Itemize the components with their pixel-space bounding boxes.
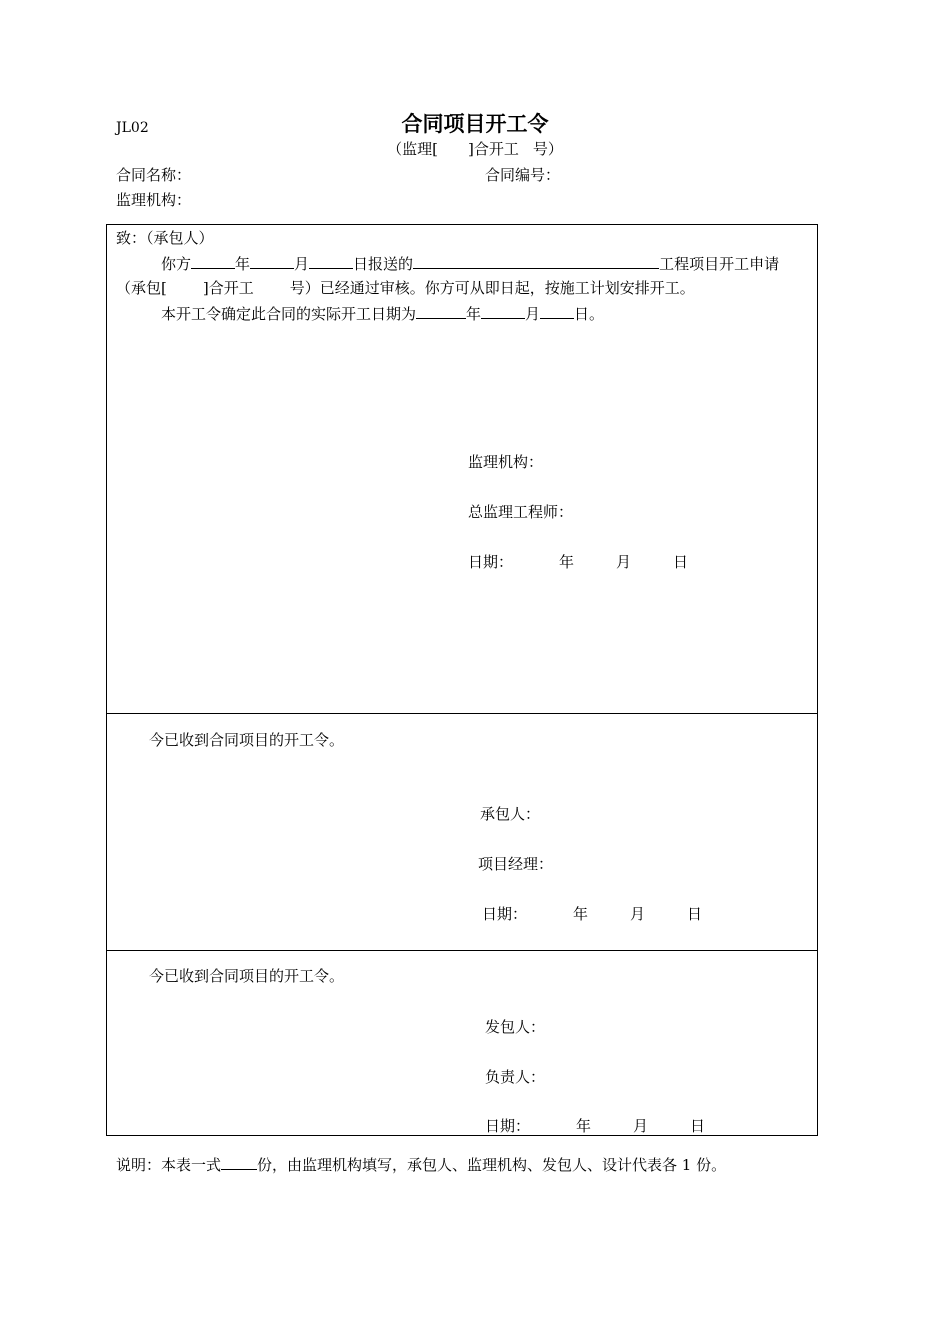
subtitle-open: （监理[: [387, 140, 438, 158]
contract-name-label: 合同名称：: [116, 166, 192, 184]
blank-project-name[interactable]: [413, 253, 659, 269]
date-month: 月: [616, 553, 632, 571]
application-line: [161, 253, 779, 274]
blank-year[interactable]: [191, 253, 235, 269]
form-code: JL02: [116, 120, 149, 136]
date-year: 年: [559, 553, 575, 571]
footer-suffix: 份，由监理机构填写，承包人、监理机构、发包人、设计代表各 1 份。: [257, 1156, 727, 1174]
date-day: 日: [687, 905, 703, 923]
received-text-employer: 今已收到合同项目的开工令。: [149, 967, 345, 985]
blank-copies[interactable]: [221, 1154, 257, 1170]
page-title: 合同项目开工令: [401, 111, 549, 136]
blank-day[interactable]: [309, 253, 353, 269]
text-month: 月: [294, 255, 310, 273]
date-year: 年: [576, 1117, 592, 1135]
date-month: 月: [633, 1117, 649, 1135]
date-day: 日: [673, 553, 689, 571]
approval-line: [116, 278, 695, 298]
sign-date-1: [468, 552, 688, 572]
start-date-line: [161, 303, 604, 324]
text-start-month: 月: [525, 305, 541, 323]
date-month: 月: [630, 905, 646, 923]
blank-start-year[interactable]: [416, 303, 466, 319]
sign-date-2: [482, 904, 702, 924]
sign-responsible-person: 负责人：: [485, 1068, 546, 1086]
date-year: 年: [573, 905, 589, 923]
text-contract-mid: ]合开工: [202, 279, 254, 297]
section-divider: [107, 950, 817, 951]
form-table: [106, 224, 818, 1136]
sign-project-manager: 项目经理：: [478, 855, 554, 873]
text-application-tail: 工程项目开工申请: [659, 255, 780, 273]
sign-date-3: [485, 1116, 705, 1136]
text-approval: 号）已经通过审核。你方可从即日起，按施工计划安排开工。: [289, 279, 695, 297]
sign-chief-engineer: 总监理工程师：: [468, 503, 574, 521]
text-start-year: 年: [466, 305, 482, 323]
blank-start-month[interactable]: [481, 303, 525, 319]
date-label: 日期：: [468, 553, 514, 571]
received-text-contractor: 今已收到合同项目的开工令。: [149, 731, 345, 749]
recipient-label: 致：（承包人）: [116, 229, 214, 247]
text-contract-open: （承包[: [116, 279, 167, 297]
section-divider: [107, 713, 817, 714]
date-label: 日期：: [485, 1117, 531, 1135]
footer-prefix: 说明：本表一式: [116, 1156, 222, 1174]
date-day: 日: [690, 1117, 706, 1135]
contract-number-label: 合同编号：: [485, 166, 561, 184]
sign-contractor: 承包人：: [480, 805, 541, 823]
blank-month[interactable]: [250, 253, 294, 269]
sign-employer: 发包人：: [485, 1018, 546, 1036]
text-you: 你方: [161, 255, 192, 273]
text-start-date: 本开工令确定此合同的实际开工日期为: [161, 305, 417, 323]
subtitle-mid: ]合开工: [467, 140, 519, 158]
text-year: 年: [235, 255, 251, 273]
footer-note: [116, 1154, 726, 1175]
blank-start-day[interactable]: [540, 303, 574, 319]
subtitle-close: 号）: [532, 140, 563, 158]
text-day-sent: 日报送的: [353, 255, 414, 273]
document-number: [0, 139, 950, 159]
date-label: 日期：: [482, 905, 528, 923]
sign-supervisor-org: 监理机构：: [468, 453, 544, 471]
supervisor-org-label: 监理机构：: [116, 191, 192, 209]
text-start-day: 日。: [574, 305, 605, 323]
